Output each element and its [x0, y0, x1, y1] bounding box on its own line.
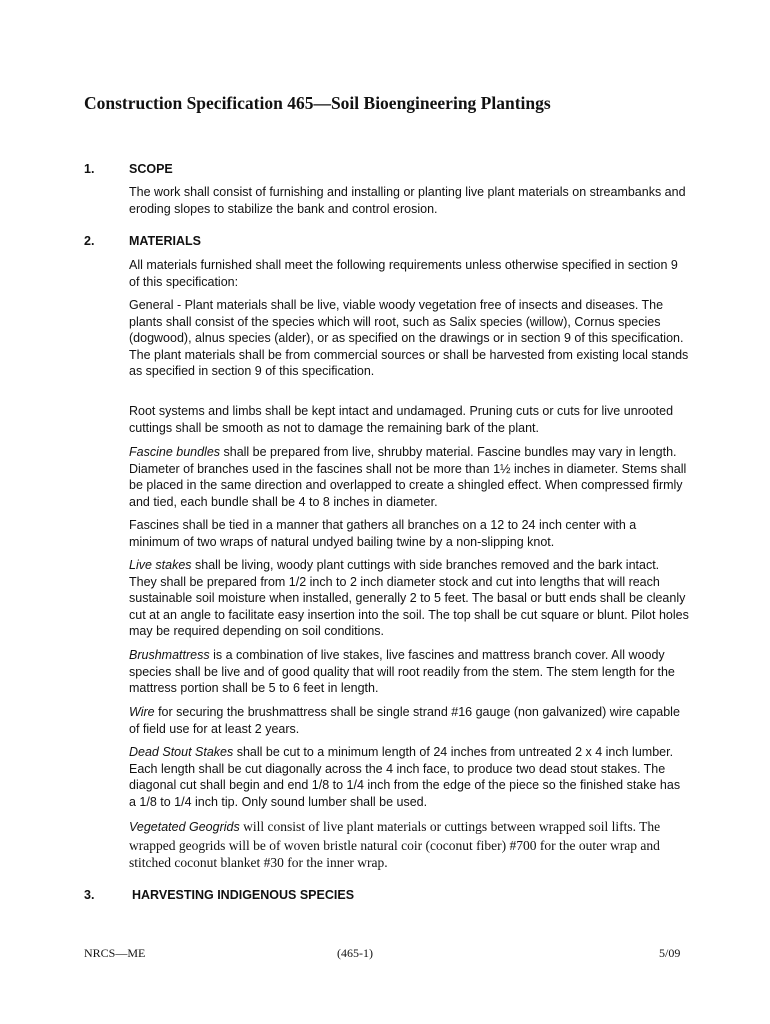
footer-agency: NRCS—ME	[84, 946, 146, 960]
term-dead-stout-stakes: Dead Stout Stakes	[129, 745, 234, 759]
paragraph-general: General - Plant materials shall be live, viable woody vegetation free of insects and diseases. The plants shall consist of the species which will root, such as Salix species (willow), Cornus species (dogwood), alnus species (alder), or as specified on the drawings or in section 9 of this specification. The plant materials shall be from commercial sources or shall be harvested from existing local stands as specified in section 9 of this specification.	[129, 298, 689, 378]
section-heading-harvesting	[84, 888, 704, 906]
definition-text: shall be living, woody plant cuttings with side branches removed and the bark intact. They shall be prepared from 1/2 inch to 2 inch diameter stock and cut into lengths that will reach sustainable soil moisture when installed, generally 2 to 5 feet. The basal or butt ends shall be cleanly cut at an angle to facilitate easy insertion into the soil. The top shall be cut square or blunt. Pilot holes may be required depending on soil conditions.	[129, 558, 689, 638]
section-number: 3.	[84, 888, 95, 902]
term-brushmattress: Brushmattress	[129, 648, 210, 662]
section-heading-scope	[84, 162, 704, 180]
definition-text: for securing the brushmattress shall be single strand #16 gauge (non galvanized) wire capable of field use for at least 2 years.	[129, 705, 680, 736]
paragraph-scope: The work shall consist of furnishing and installing or planting live plant materials on streambanks and eroding slopes to stabilize the bank and control erosion.	[129, 185, 686, 216]
term-live-stakes: Live stakes	[129, 558, 192, 572]
definition-text: shall be cut to a minimum length of 24 inches from untreated 2 x 4 inch lumber. Each length shall be cut diagonally across the 4 inch face, to produce two dead stout stakes. The diagonal cut shall begin and end 1/8 to 1/4 inch from the edge of the piece so the finished stake has a 1/8 to 1/4 inch tip. Only sound lumber shall be used.	[129, 745, 681, 809]
paragraph-root-systems: Root systems and limbs shall be kept intact and undamaged. Pruning cuts or cuts for live unrooted cuttings shall be smooth as not to damage the remaining bark of the plant.	[129, 404, 674, 435]
footer-page-number: (465-1)	[337, 946, 373, 960]
paragraph-live-stakes	[129, 557, 689, 640]
footer-date: 5/09	[659, 946, 681, 960]
paragraph-brushmattress	[129, 647, 689, 697]
section-title: HARVESTING INDIGENOUS SPECIES	[132, 888, 355, 902]
section-title: MATERIALS	[129, 234, 201, 248]
paragraph-fascine-bundles	[129, 444, 689, 510]
paragraph-wire	[129, 704, 689, 737]
paragraph-dead-stout-stakes	[129, 744, 689, 810]
section-title: SCOPE	[129, 162, 173, 176]
section-heading-materials	[84, 234, 704, 252]
term-fascine-bundles: Fascine bundles	[129, 445, 221, 459]
section-number: 1.	[84, 162, 95, 176]
term-wire: Wire	[129, 705, 155, 719]
definition-text: will consist of live plant materials or cuttings between wrapped soil lifts. The wrapped geogrids will be of woven bristle natural coir (coconut fiber) #700 for the outer wrap and stitched coconut blanket #30 for the inner wrap.	[129, 819, 661, 870]
paragraph-vegetated-geogrids	[129, 818, 689, 872]
paragraph-materials-intro: All materials furnished shall meet the following requirements unless otherwise specified in section 9 of this specification:	[129, 258, 678, 289]
definition-text: is a combination of live stakes, live fascines and mattress branch cover. All woody species shall be live and of good quality that will root readily from the stem. The stem length for the mattress portion shall be 5 to 6 feet in length.	[129, 648, 675, 695]
section-number: 2.	[84, 234, 95, 248]
paragraph-fascine-tie: Fascines shall be tied in a manner that gathers all branches on a 12 to 24 inch center with a minimum of two wraps of natural undyed bailing twine by a non-slipping knot.	[129, 518, 637, 549]
term-vegetated-geogrids: Vegetated Geogrids	[129, 820, 240, 834]
page-title: Construction Specification 465—Soil Bioengineering Plantings	[84, 93, 551, 113]
definition-text: shall be prepared from live, shrubby material. Fascine bundles may vary in length. Diameter of branches used in the fascines shall not be more than 1½ inches in diameter. Stems shall be placed in the same direction and overlapped to create a shingled effect. When compressed firmly and tied, each bundle shall be 4 to 8 inches in diameter.	[129, 445, 687, 509]
